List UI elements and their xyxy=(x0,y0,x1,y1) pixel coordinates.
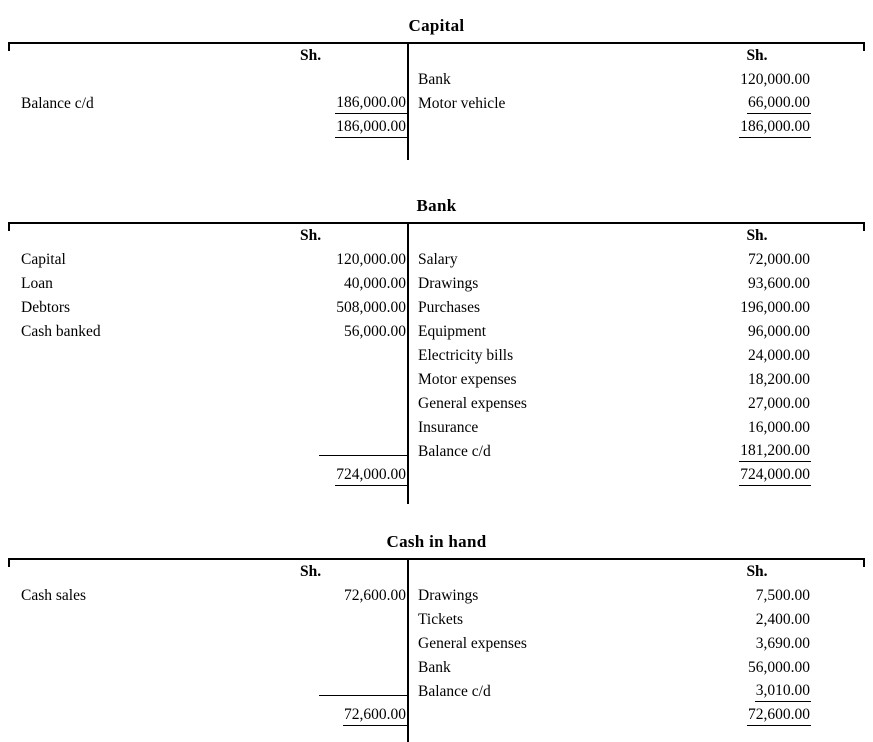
ledger-row xyxy=(21,608,407,632)
entry-label: Cash sales xyxy=(21,587,87,604)
currency-label: Sh. xyxy=(300,562,322,580)
entry-label: Motor vehicle xyxy=(418,95,506,112)
entry-amount: 18,200.00 xyxy=(748,370,810,388)
total-row xyxy=(418,704,811,728)
ledger-row xyxy=(418,608,811,632)
amount-cell xyxy=(703,94,811,114)
ledger-row xyxy=(21,656,407,680)
amount-cell xyxy=(299,94,407,114)
ledger-row xyxy=(418,320,811,344)
amount-cell xyxy=(299,683,407,701)
entry-amount: 7,500.00 xyxy=(755,586,810,604)
ledger-row xyxy=(21,368,407,392)
amount-cell xyxy=(703,347,811,366)
ruling-line xyxy=(319,454,407,456)
entry-amount: 72,600.00 xyxy=(344,586,406,604)
ledger-row xyxy=(21,632,407,656)
ruling-line xyxy=(319,694,407,696)
credit-side xyxy=(407,560,865,742)
amount-cell xyxy=(703,71,811,90)
credit-side xyxy=(407,224,865,504)
total-row xyxy=(21,704,407,728)
credit-side xyxy=(407,44,865,160)
currency-label: Sh. xyxy=(300,226,322,244)
ledger-row xyxy=(21,272,407,296)
t-account-body xyxy=(8,42,865,160)
amount-cell xyxy=(703,466,811,486)
entry-amount: 56,000.00 xyxy=(748,658,810,676)
t-account-body xyxy=(8,558,865,742)
ledger-account-cash-in-hand xyxy=(8,530,865,742)
entry-amount: 120,000.00 xyxy=(740,70,810,88)
entry-amount: 96,000.00 xyxy=(748,322,810,340)
ledger-row xyxy=(418,296,811,320)
amount-cell xyxy=(299,443,407,461)
entry-amount: 181,200.00 xyxy=(739,442,811,462)
ledger-row xyxy=(418,656,811,680)
amount-cell xyxy=(703,442,811,462)
amount-cell xyxy=(703,635,811,654)
currency-label: Sh. xyxy=(746,46,768,64)
ledger-row xyxy=(418,584,811,608)
entry-label: Insurance xyxy=(418,419,479,436)
ledger-row xyxy=(21,392,407,416)
total-amount: 72,600.00 xyxy=(747,706,811,726)
amount-cell xyxy=(703,299,811,318)
total-amount: 724,000.00 xyxy=(335,466,407,486)
total-amount: 724,000.00 xyxy=(739,466,811,486)
entry-label: Debtors xyxy=(21,299,71,316)
amount-cell xyxy=(299,251,407,270)
amount-cell xyxy=(703,611,811,630)
total-amount: 186,000.00 xyxy=(335,118,407,138)
column-header-row xyxy=(418,224,811,248)
amount-cell xyxy=(299,706,407,726)
ledger-row xyxy=(418,248,811,272)
amount-cell xyxy=(703,682,811,702)
amount-cell xyxy=(703,395,811,414)
ledger-row xyxy=(418,632,811,656)
entry-label: Loan xyxy=(21,275,53,292)
account-title: Bank xyxy=(416,196,457,215)
entry-label: Balance c/d xyxy=(418,443,491,460)
entry-label: Capital xyxy=(21,251,66,268)
ledger-row xyxy=(21,296,407,320)
amount-cell xyxy=(703,419,811,438)
entry-amount: 3,690.00 xyxy=(755,634,810,652)
entry-amount: 27,000.00 xyxy=(748,394,810,412)
amount-cell xyxy=(703,118,811,138)
entry-label: Bank xyxy=(418,71,451,88)
total-amount: 186,000.00 xyxy=(739,118,811,138)
entry-amount: 40,000.00 xyxy=(344,274,406,292)
ledger-row xyxy=(418,68,811,92)
currency-header xyxy=(703,47,811,66)
ledger-row xyxy=(418,392,811,416)
currency-header xyxy=(703,227,811,246)
currency-header xyxy=(299,563,407,582)
column-header-row xyxy=(418,44,811,68)
amount-cell xyxy=(703,275,811,294)
entry-amount: 120,000.00 xyxy=(336,250,406,268)
ledger-row xyxy=(21,248,407,272)
total-amount: 72,600.00 xyxy=(343,706,407,726)
entry-label: Equipment xyxy=(418,323,487,340)
amount-cell xyxy=(299,323,407,342)
ledger-row xyxy=(418,416,811,440)
entry-label: Salary xyxy=(418,251,458,268)
t-account-body xyxy=(8,222,865,504)
total-row xyxy=(21,464,407,488)
column-header-row xyxy=(21,44,407,68)
column-header-row xyxy=(21,560,407,584)
amount-cell xyxy=(703,251,811,270)
total-row xyxy=(418,464,811,488)
amount-cell xyxy=(299,587,407,606)
amount-cell xyxy=(299,299,407,318)
ledger-row xyxy=(21,68,407,92)
ledger-row xyxy=(21,680,407,704)
ledger-row xyxy=(418,680,811,704)
entry-amount: 16,000.00 xyxy=(748,418,810,436)
ledger-row xyxy=(418,368,811,392)
column-header-row xyxy=(21,224,407,248)
account-title: Cash in hand xyxy=(386,532,487,551)
ledger-row xyxy=(21,320,407,344)
entry-amount: 508,000.00 xyxy=(336,298,406,316)
entry-amount: 186,000.00 xyxy=(335,94,407,114)
entry-amount: 56,000.00 xyxy=(344,322,406,340)
debit-side xyxy=(8,224,407,504)
amount-cell xyxy=(703,587,811,606)
ledger-row xyxy=(418,272,811,296)
entry-amount: 3,010.00 xyxy=(755,682,811,702)
entry-label: Balance c/d xyxy=(21,95,94,112)
total-row xyxy=(21,116,407,140)
ledger-row xyxy=(21,440,407,464)
ledger-row xyxy=(418,92,811,116)
ledger-row xyxy=(21,92,407,116)
currency-header xyxy=(299,227,407,246)
entry-label: Tickets xyxy=(418,611,464,628)
account-title: Capital xyxy=(408,16,465,35)
entry-amount: 24,000.00 xyxy=(748,346,810,364)
entry-label: Drawings xyxy=(418,587,479,604)
debit-side xyxy=(8,44,407,160)
entry-label: General expenses xyxy=(418,395,527,412)
amount-cell xyxy=(299,466,407,486)
currency-header xyxy=(299,47,407,66)
entry-label: Cash banked xyxy=(21,323,101,340)
amount-cell xyxy=(703,706,811,726)
ledger-account-bank xyxy=(8,194,865,504)
currency-header xyxy=(703,563,811,582)
ledger-row xyxy=(21,416,407,440)
entry-amount: 196,000.00 xyxy=(740,298,810,316)
total-row xyxy=(418,116,811,140)
ledger-row xyxy=(418,440,811,464)
amount-cell xyxy=(299,118,407,138)
entry-amount: 93,600.00 xyxy=(748,274,810,292)
entry-label: General expenses xyxy=(418,635,527,652)
entry-label: Motor expenses xyxy=(418,371,517,388)
entry-label: Electricity bills xyxy=(418,347,514,364)
debit-side xyxy=(8,560,407,742)
entry-amount: 2,400.00 xyxy=(755,610,810,628)
entry-label: Purchases xyxy=(418,299,480,316)
currency-label: Sh. xyxy=(746,562,768,580)
currency-label: Sh. xyxy=(300,46,322,64)
entry-label: Balance c/d xyxy=(418,683,491,700)
amount-cell xyxy=(703,323,811,342)
ledger-row xyxy=(418,344,811,368)
entry-amount: 72,000.00 xyxy=(748,250,810,268)
entry-label: Drawings xyxy=(418,275,479,292)
entry-amount: 66,000.00 xyxy=(747,94,811,114)
amount-cell xyxy=(703,371,811,390)
ledger-account-capital xyxy=(8,14,865,160)
column-header-row xyxy=(418,560,811,584)
amount-cell xyxy=(299,275,407,294)
ledger-row xyxy=(21,584,407,608)
entry-label: Bank xyxy=(418,659,451,676)
amount-cell xyxy=(703,659,811,678)
currency-label: Sh. xyxy=(746,226,768,244)
ledger-row xyxy=(21,344,407,368)
